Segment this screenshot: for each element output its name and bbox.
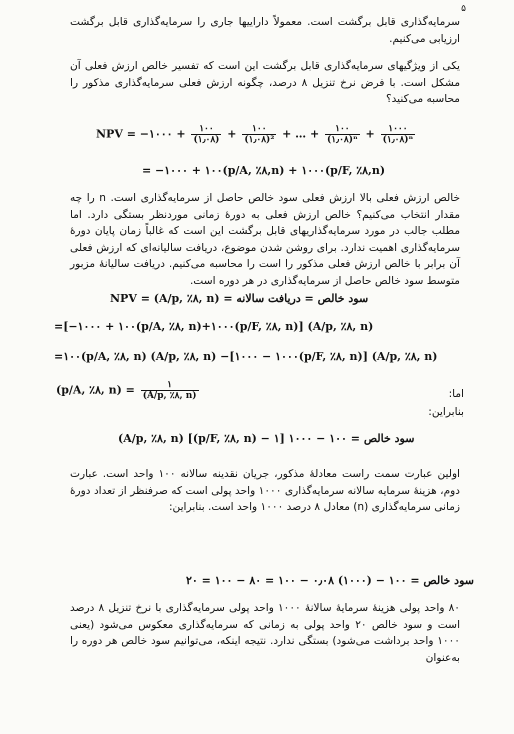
npv-term-4: $\frac{۱۰۰۰}{\text{(۱٫۰۸)ⁿ}}$	[382, 124, 414, 145]
equation-annual-receipt: سود خالص = دریافت سالانه = NPV = (A/p, ٪۸, n)	[110, 292, 369, 305]
paragraph-1: سرمایه‌گذاری قابل برگشت است. معمولاً داراییها جاری را سرمایه‌گذاری قابل برگشت ارزیابی می‌کنیم.	[70, 16, 460, 45]
paragraph-5: ۸۰ واحد پولی هزینهٔ سرمایهٔ سالانهٔ ۱۰۰۰ واحد پولی سرمایه‌گذاری با نرخ تنزیل ۸ درصد است و سود خالص ۲۰ واحد پولی به زمانی که سرمایه‌گذاری معکوس می‌شود (یعنی ۱۰۰۰ واحد برداشت می‌شود) بستگی ندارد. نتیجه اینکه، می‌توانیم سود خالص هر دوره را به‌عنوان	[70, 602, 461, 664]
ellipsis-sign: + … +	[282, 127, 320, 141]
npv-term-3: $\frac{۱۰۰}{\text{(۱٫۰۸)ⁿ}}$	[327, 124, 358, 145]
plus-sign: +	[227, 127, 237, 141]
label-therefore: بنابراین:	[428, 406, 464, 418]
paragraph-4: اولین عبارت سمت راست معادلهٔ مذکور، جریان نقدینه سالانه ۱۰۰ واحد است. عبارت دوم، هزینهٔ سرمایه سالانه سرمایه‌گذاری ۱۰۰۰ واحد پولی است که صرفنظر از تعداد دورهٔ زمانی سرمایه‌گذاری (n) معادل ۸ درصد ۱۰۰۰ واحد است. بنابراین:	[70, 468, 461, 513]
equation-net-profit: سود خالص = ۱۰۰ − ۱۰۰۰ [۱ − (p/F, ٪۸, n)] (A/p, ٪۸, n)	[118, 432, 415, 445]
paragraph-3: خالص ارزش فعلی بالا ارزش فعلی سود خالص حاصل از سرمایه‌گذاری است. n را چه مقدار انتخاب می‌کنیم؟ خالص ارزش فعلی به دورهٔ زمانی موردنظر بستگی دارد. اما مطلب جالب در مورد سرمایه‌گذاریهای قابل برگشت این است که غالباً زمان پایان دورهٔ سرمایه‌گذاری اهمیت ندارد. برای روشن شدن موضوع، دریافت سالیانه‌ای که ارزش فعلی آن برابر با خالص ارزش فعلی مذکور را است را محاسبه می‌کنیم. دریافت سالیانهٔ مزبور متوسط سود خالص حاصل از سرمایه‌گذاری در هر دوره است.	[70, 192, 461, 287]
page-corner-mark: ۵	[461, 4, 466, 14]
equation-pa-reciprocal: (p/A, ٪۸, n) = $\frac{۱}{(A/p, ٪۸, n)}$	[56, 380, 197, 401]
equation-expansion-1: =[−۱۰۰۰ + ۱۰۰(p/A, ٪۸, n)+۱۰۰۰(p/F, ٪۸, n)] (A/p, ٪۸, n)	[54, 320, 374, 333]
equation-expansion-2: =۱۰۰(p/A, ٪۸, n) (A/p, ٪۸, n) −[۱۰۰۰ − ۱۰۰۰(p/F, ٪۸, n)] (A/p, ٪۸, n)	[54, 350, 438, 363]
equation-net-profit-result: سود خالص = ۱۰۰ − (۱۰۰۰) ۰٫۰۸ − ۱۰۰ = ۸۰ − ۱۰۰ = ۲۰	[186, 574, 474, 587]
npv-term-1: $\frac{۱۰۰}{(۱٫۰۸)}$	[193, 124, 220, 145]
npv-equation-line2: = −۱۰۰۰ + ۱۰۰(p/A, ٪۸,n) + ۱۰۰۰(p/F, ٪۸,n)	[142, 164, 386, 177]
npv-term-2: $\frac{۱۰۰}{\text{(۱٫۰۸)²}}$	[244, 124, 275, 145]
label-ama: اما:	[448, 388, 464, 400]
npv-equation-line1	[96, 124, 417, 145]
npv-lhs: NPV = −۱۰۰۰ +	[96, 127, 186, 141]
paragraph-2: یکی از ویژگیهای سرمایه‌گذاری قابل برگشت این است که تفسیر خالص ارزش فعلی آن مشکل است. با فرض نرخ تنزیل ۸ درصد، چگونه ارزش فعلی سرمایه‌گذاری مذکور را محاسبه می‌کنید؟	[70, 60, 460, 105]
plus-sign: +	[365, 127, 375, 141]
